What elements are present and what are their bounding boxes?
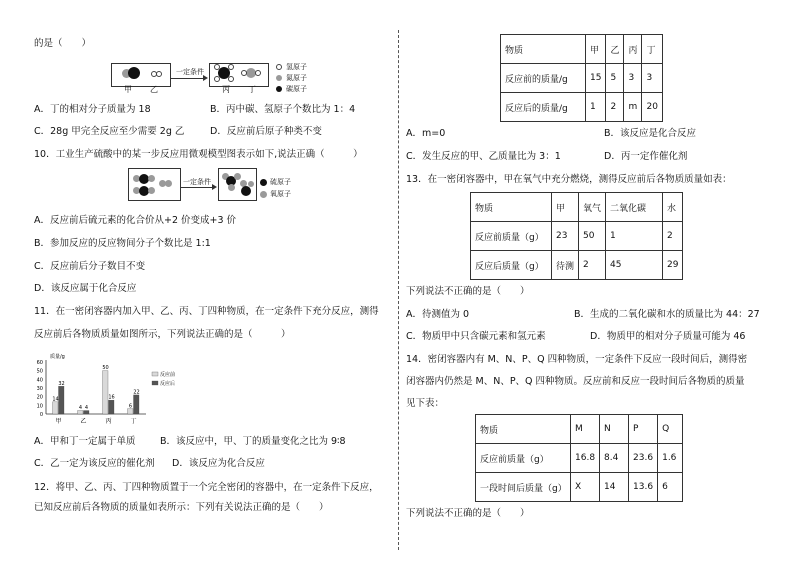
- q14-stem-line1: 14．密闭容器内有 M、N、P、Q 四种物质，一定条件下反应一段时间后，测得密: [406, 354, 748, 365]
- chart-data-label: 50: [102, 365, 109, 372]
- table-cell: 丁: [642, 35, 662, 64]
- chart-bar: [109, 400, 115, 414]
- q13-prompt: 下列说法不正确的是（ ）: [406, 286, 530, 297]
- q14-stem-line3: 见下表：: [406, 398, 445, 409]
- table-cell: 16.8: [571, 444, 600, 473]
- chart-bar: [59, 386, 65, 414]
- q9-option-b: B．丙中碳、氢原子个数比为 1：4: [210, 104, 356, 115]
- arrow-head-icon: [212, 184, 217, 190]
- chart-legend-label: 反应前: [160, 372, 176, 378]
- q12-stem-line2: 已知反应前后各物质的质量如表所示：下列有关说法正确的是（ ）: [34, 502, 329, 513]
- q11-stem-line1: 11．在一密闭容器内加入甲、乙、丙、丁四种物质，在一定条件下充分反应，测得: [34, 306, 379, 317]
- chart-x-tick-label: 丙: [105, 418, 112, 425]
- table-cell: 氧气: [579, 193, 606, 222]
- q13-option-d: D．物质甲的相对分子质量可能为 46: [590, 331, 746, 342]
- table-cell: 2: [579, 251, 606, 280]
- table-cell: 甲: [586, 35, 606, 64]
- chart-data-label: 4: [84, 405, 89, 412]
- table-cell: 反应后的质量/g: [501, 93, 586, 122]
- q10-option-b: B．参加反应的反应物间分子个数比是 1:1: [34, 238, 211, 249]
- table-cell: 反应前质量（g）: [471, 222, 552, 251]
- chart-legend-swatch: [152, 372, 158, 376]
- table-cell: 1.6: [658, 444, 683, 473]
- table-cell: 物质: [501, 35, 586, 64]
- q9-option-c: C．28g 甲完全反应至少需要 2g 乙: [34, 126, 185, 137]
- molecule-atom: [128, 67, 140, 79]
- chart-bar: [103, 371, 109, 414]
- molecule-atom: [228, 64, 234, 70]
- chart-x-tick-label: 乙: [80, 418, 87, 425]
- table-cell: 1: [586, 93, 606, 122]
- label-bing: 丙: [222, 85, 230, 94]
- table-cell: 8.4: [600, 444, 629, 473]
- table-cell: 甲: [552, 193, 579, 222]
- chart-data-label: 4: [78, 405, 83, 412]
- table-cell: 乙: [606, 35, 624, 64]
- chart-bar: [134, 395, 140, 414]
- chart-y-tick-label: 30: [36, 386, 43, 392]
- table-cell: 反应前的质量/g: [501, 64, 586, 93]
- q12-stem-line1: 12．将甲、乙、丙、丁四种物质置于一个完全密闭的容器中，在一定条件下反应，: [34, 482, 379, 493]
- chart-y-tick-label: 50: [36, 368, 43, 375]
- chart-legend-swatch: [152, 381, 158, 385]
- legend-label: 氮原子: [286, 74, 307, 82]
- table-header-row: [476, 415, 683, 444]
- table-cell: 2: [663, 222, 683, 251]
- q14-prompt: 下列说法不正确的是（ ）: [406, 508, 530, 519]
- q12-option-a: A．m=0: [406, 128, 446, 139]
- chart-x-tick-label: 甲: [55, 418, 62, 425]
- table-row: [471, 251, 683, 280]
- q14-table: [475, 414, 683, 502]
- q9-option-d: D．反应前后原子种类不变: [210, 126, 322, 137]
- label-yi: 乙: [150, 85, 158, 94]
- table-cell: 水: [663, 193, 683, 222]
- q10-option-c: C．反应前后分子数目不变: [34, 261, 146, 272]
- table-cell: M: [571, 415, 600, 444]
- arrow-label: 一定条件: [176, 68, 204, 76]
- legend-label: 氧原子: [270, 190, 291, 198]
- table-cell: 5: [606, 64, 624, 93]
- molecule-atom: [241, 70, 247, 76]
- table-cell: 6: [658, 473, 683, 502]
- molecule-atom: [148, 175, 155, 182]
- chart-y-tick-label: 40: [36, 377, 43, 384]
- chart-y-tick-label: 10: [36, 403, 43, 410]
- molecule-atom: [156, 71, 162, 77]
- chart-bar: [78, 411, 84, 414]
- table-cell: 一段时间后质量（g）: [476, 473, 571, 502]
- molecule-atom: [165, 180, 172, 187]
- molecule-atom: [228, 184, 235, 191]
- chart-data-label: 32: [58, 380, 65, 387]
- table-cell: 3: [642, 64, 662, 93]
- table-row: [471, 222, 683, 251]
- molecule-atom: [214, 64, 220, 70]
- label-jia: 甲: [124, 85, 132, 94]
- chart-data-label: 14: [52, 396, 59, 403]
- q11-stem-line2: 反应前后各物质质量如图所示，下列说法正确的是（ ）: [34, 329, 291, 340]
- column-divider: [398, 30, 399, 550]
- q11-option-b: B．该反应中，甲、丁的质量变化之比为 9∶8: [160, 436, 346, 447]
- reactants-box: [128, 168, 181, 201]
- table-cell: m: [624, 93, 642, 122]
- table-cell: 13.6: [629, 473, 658, 502]
- table-row: [476, 444, 683, 473]
- chart-data-label: 22: [133, 389, 140, 396]
- legend-atom-icon: [260, 191, 267, 198]
- table-cell: 物质: [471, 193, 552, 222]
- table-header-row: [501, 35, 663, 64]
- chart-y-tick-label: 0: [39, 412, 43, 418]
- molecule-atom: [255, 70, 261, 76]
- q10-stem: 10．工业生产硫酸中的某一步反应用微观模型图表示如下,说法正确（ ）: [34, 149, 363, 160]
- legend-atom-icon: [276, 64, 282, 70]
- chart-bar: [128, 409, 134, 414]
- legend-label: 碳原子: [286, 85, 307, 93]
- chart-data-label: 16: [108, 394, 115, 401]
- table-cell: 15: [586, 64, 606, 93]
- molecule-atom: [234, 173, 241, 180]
- chart-y-tick-label: 60: [36, 360, 43, 366]
- table-cell: P: [629, 415, 658, 444]
- q12-table: [500, 34, 663, 122]
- table-cell: 二氧化碳: [606, 193, 663, 222]
- chart-bar: [84, 411, 90, 414]
- table-cell: 丙: [624, 35, 642, 64]
- table-cell: 反应后质量（g）: [471, 251, 552, 280]
- table-cell: 29: [663, 251, 683, 280]
- chart-y-tick-label: 20: [36, 394, 43, 401]
- table-cell: 待测: [552, 251, 579, 280]
- q13-stem: 13．在一密闭容器中，甲在氧气中充分燃烧，测得反应前后各物质质量如表：: [406, 174, 732, 185]
- table-row: [501, 64, 663, 93]
- table-cell: X: [571, 473, 600, 502]
- table-header-row: [471, 193, 683, 222]
- table-cell: 14: [600, 473, 629, 502]
- q10-option-a: A．反应前后硫元素的化合价从+2 价变成+3 价: [34, 215, 237, 226]
- q12-option-b: B．该反应是化合反应: [604, 128, 697, 139]
- molecule-atom: [241, 186, 251, 196]
- arrow-line: [171, 78, 205, 79]
- legend-atom-icon: [276, 86, 282, 92]
- chart-x-tick-label: 丁: [130, 418, 137, 425]
- table-cell: 2: [606, 93, 624, 122]
- q13-option-c: C．物质甲中只含碳元素和氢元素: [406, 331, 546, 342]
- reactants-box: [111, 63, 171, 87]
- chart-data-label: 6: [128, 403, 133, 410]
- q13-option-a: A．待测值为 0: [406, 309, 470, 320]
- q9-option-a: A．丁的相对分子质量为 18: [34, 104, 151, 115]
- table-row: [501, 93, 663, 122]
- arrow-head-icon: [203, 75, 208, 81]
- q11-option-c: C．乙一定为该反应的催化剂: [34, 458, 155, 469]
- table-cell: 反应前质量（g）: [476, 444, 571, 473]
- molecule-atom: [214, 76, 220, 82]
- q12-option-c: C．发生反应的甲、乙质量比为 3：1: [406, 151, 561, 162]
- q13-option-b: B．生成的二氧化碳和水的质量比为 44：27: [574, 309, 760, 320]
- q11-option-a: A．甲和丁一定属于单质: [34, 436, 136, 447]
- chart-bar: [53, 402, 59, 414]
- table-cell: 物质: [476, 415, 571, 444]
- legend-label: 氢原子: [286, 63, 307, 71]
- legend-atom-icon: [276, 75, 282, 81]
- table-cell: 45: [606, 251, 663, 280]
- table-cell: Q: [658, 415, 683, 444]
- q14-stem-line2: 闭容器内仍然是 M、N、P、Q 四种物质。反应前和反应一段时间后各物质的质量: [406, 376, 745, 387]
- arrow-label: 一定条件: [183, 178, 211, 186]
- arrow-line: [180, 187, 214, 188]
- table-cell: 23: [552, 222, 579, 251]
- chart-y-axis-label: 质量/g: [50, 354, 65, 360]
- legend-label: 硫原子: [270, 178, 291, 186]
- q11-option-d: D．该反应为化合反应: [172, 458, 265, 469]
- table-cell: 1: [606, 222, 663, 251]
- q10-option-d: D．该反应属于化合反应: [34, 283, 137, 294]
- chart-legend-label: 反应后: [160, 381, 176, 387]
- q9-tail: 的是（ ）: [34, 38, 92, 49]
- molecule-atom: [228, 76, 234, 82]
- table-cell: 50: [579, 222, 606, 251]
- q13-table: [470, 192, 683, 280]
- table-cell: 3: [624, 64, 642, 93]
- q12-option-d: D．丙一定作催化剂: [604, 151, 688, 162]
- table-cell: 20: [642, 93, 662, 122]
- label-ding: 丁: [248, 85, 256, 94]
- q11-bar-chart: [30, 352, 190, 434]
- legend-atom-icon: [260, 179, 267, 186]
- table-cell: 23.6: [629, 444, 658, 473]
- table-cell: N: [600, 415, 629, 444]
- table-row: [476, 473, 683, 502]
- molecule-atom: [248, 181, 254, 187]
- molecule-atom: [148, 187, 155, 194]
